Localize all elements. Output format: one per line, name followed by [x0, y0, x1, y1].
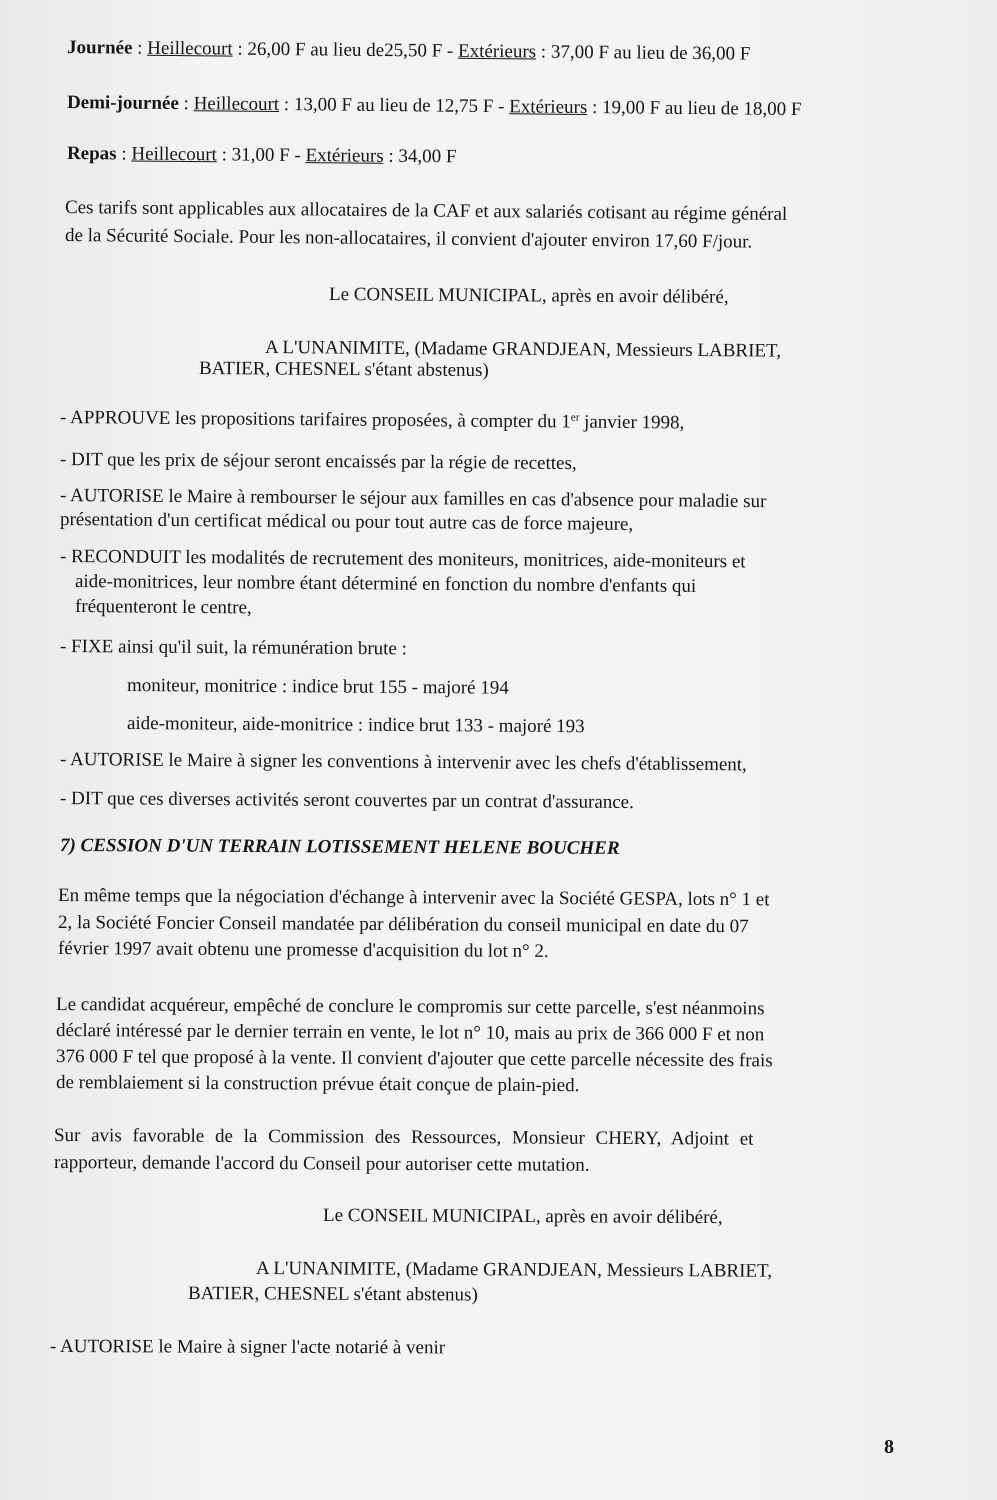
tariff-note-line-1: Ces tarifs sont applicables aux allocataires de la CAF et aux salariés cotisant au régime général — [64, 197, 788, 225]
decision-approuve — [60, 406, 685, 435]
tariff-ext-text: : 19,00 F au lieu de 18,00 F — [587, 96, 802, 121]
remuneration-aide-moniteur: aide-moniteur, aide-monitrice : indice brut 133 - majoré 193 — [126, 713, 585, 738]
tariff-local-name: Heillecourt — [131, 143, 217, 166]
para2-line-3: 376 000 F tel que proposé à la vente. Il convient d'ajouter que cette parcelle nécessite des frais — [55, 1046, 773, 1072]
decision-text: - APPROUVE les propositions tarifaires proposées, à compter du 1 — [59, 407, 571, 433]
decision-reconduit-2: aide-monitrices, leur nombre étant déterminé en fonction du nombre d'enfants qui — [74, 571, 697, 597]
tariff-local-name: Heillecourt — [147, 37, 233, 60]
decision-autorise-acte: - AUTORISE le Maire à signer l'acte notarié à venir — [49, 1336, 446, 1359]
tariff-local-text: : 31,00 F - — [216, 144, 306, 167]
decision-reconduit-3: fréquenteront le centre, — [74, 596, 252, 619]
ordinal-superscript: er — [570, 411, 580, 424]
para3-line-2: rapporteur, demande l'accord du Conseil pour autoriser cette mutation. — [53, 1152, 590, 1176]
vote-line-1: A L'UNANIMITE, (Madame GRANDJEAN, Messieurs LABRIET, — [264, 337, 782, 362]
decision-autorise-rembourser-1: - AUTORISE le Maire à rembourser le séjour aux familles en cas d'absence pour maladie sur — [59, 485, 767, 513]
vote-line-2: BATIER, CHESNEL s'étant abstenus) — [187, 1283, 478, 1306]
para1-line-1: En même temps que la négociation d'échange à intervenir avec la Société GESPA, lots n° 1 et — [57, 885, 770, 911]
decision-fixe: - FIXE ainsi qu'il suit, la rémunération brute : — [59, 636, 408, 660]
para3-line-1: Sur avis favorable de la Commission des Ressources, Monsieur CHERY, Adjoint et — [53, 1125, 754, 1150]
tariff-demi-journee: Demi-journée : Heillecourt : 13,00 F au lieu de 12,75 F - Extérieurs : 19,00 F au lieu de 18,00 F — [66, 92, 802, 121]
para2-line-2: déclaré intéressé par le dernier terrain en vente, le lot n° 10, mais au prix de 366 000 F et non — [55, 1020, 765, 1046]
tariff-ext-name: Extérieurs — [457, 40, 537, 63]
tariff-ext-text: : 34,00 F — [383, 145, 457, 168]
tariff-note-line-2: de la Sécurité Sociale. Pour les non-allocataires, il convient d'ajouter environ 17,60 F/jour. — [64, 225, 753, 253]
tariff-local-name: Heillecourt — [193, 93, 280, 116]
decision-dit-prix: - DIT que les prix de séjour seront encaissés par la régie de recettes, — [59, 449, 577, 475]
tariff-journee: Journée : Heillecourt : 26,00 F au lieu de25,50 F - Extérieurs : 37,00 F au lieu de 36,00 F — [66, 37, 751, 65]
para1-line-3: février 1997 avait obtenu une promesse d'acquisition du lot n° 2. — [57, 938, 549, 962]
tariff-ext-name: Extérieurs — [305, 145, 384, 167]
decision-reconduit-1: - RECONDUIT les modalités de recrutement des moniteurs, monitrices, aide-moniteurs et — [59, 546, 746, 573]
tariff-local-text: : 13,00 F au lieu de 12,75 F - — [279, 94, 510, 118]
page-number: 8 — [884, 1436, 894, 1458]
decision-autorise-conventions: - AUTORISE le Maire à signer les conventions à intervenir avec les chefs d'établissement, — [59, 749, 747, 776]
decision-text: janvier 1998, — [579, 411, 685, 434]
para1-line-2: 2, la Société Foncier Conseil mandatée par délibération du conseil municipal en date du 07 — [57, 912, 749, 938]
vote-line-1: A L'UNANIMITE, (Madame GRANDJEAN, Messieurs LABRIET, — [255, 1258, 773, 1282]
tariff-repas: Repas : Heillecourt : 31,00 F - Extérieurs : 34,00 F — [66, 143, 457, 168]
tariff-label: Repas — [66, 143, 117, 165]
para2-line-1: Le candidat acquéreur, empêché de conclure le compromis sur cette parcelle, s'est néanmoins — [55, 994, 765, 1020]
tariff-local-text: : 26,00 F au lieu de25,50 F - — [232, 38, 459, 62]
tariff-ext-name: Extérieurs — [509, 96, 588, 118]
deliberation-heading: Le CONSEIL MUNICIPAL, après en avoir délibéré, — [328, 284, 729, 308]
vote-line-2: BATIER, CHESNEL s'étant abstenus) — [198, 358, 489, 382]
decision-autorise-rembourser-2: présentation d'un certificat médical ou pour tout autre cas de force majeure, — [59, 509, 634, 536]
tariff-ext-text: : 37,00 F au lieu de 36,00 F — [536, 41, 751, 65]
decision-dit-assurance: - DIT que ces diverses activités seront couvertes par un contrat d'assurance. — [59, 788, 634, 814]
section-title: 7) CESSION D'UN TERRAIN LOTISSEMENT HELENE BOUCHER — [59, 835, 620, 859]
tariff-label: Demi-journée — [66, 92, 179, 115]
tariff-label: Journée — [66, 37, 133, 59]
deliberation-heading: Le CONSEIL MUNICIPAL, après en avoir délibéré, — [322, 1205, 723, 1229]
para2-line-4: de remblaiement si la construction prévue était conçue de plain-pied. — [55, 1072, 580, 1097]
remuneration-moniteur: moniteur, monitrice : indice brut 155 - majoré 194 — [126, 675, 509, 699]
